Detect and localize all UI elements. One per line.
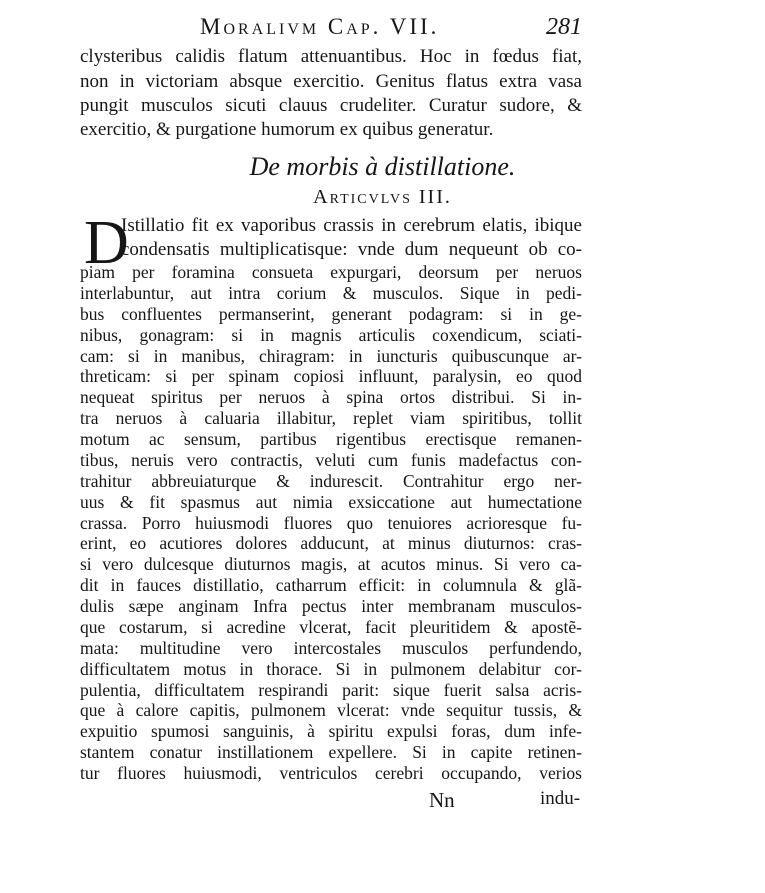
text-line: pungit musculos sicuti clauus crudeliter. Curatur sudore, & — [80, 95, 582, 116]
running-title: Moralivm Cap. VII. — [200, 14, 440, 39]
text-line: mata: multitudine vero intercostales musculos perfundendo, — [80, 638, 582, 658]
text-line: crassa. Porro huiusmodi fluores quo tenuiores acrioresque fu- — [80, 513, 582, 533]
text-line: tur fluores huiusmodi, ventriculos cerebri occupando, verios — [80, 763, 582, 783]
text-line: difficultatem motus in thorace. Si in pulmonem delabitur cor- — [80, 659, 582, 679]
text-line: tra neruos à caluaria illabitur, replet viam spiritibus, tollit — [80, 408, 582, 428]
text-line: non in victoriam absque exercitio. Genitus flatus extra vasa — [80, 71, 582, 92]
text-line: dulis sæpe anginam Infra pectus inter membranam musculos- — [80, 596, 582, 616]
text-line: si vero dulcesque diuturnos magis, at acutos minus. Si vero ca- — [80, 554, 582, 574]
text-line: expuitio spumosi sanguinis, à spiritu expulsi foras, dum infe- — [80, 721, 582, 741]
text-line: condensatis multiplicatisque: vnde dum nequeunt ob co- — [121, 239, 582, 260]
text-line: cam: si in manibus, chiragram: in iuncturis quibuscunque ar- — [80, 346, 582, 366]
text-line: pulentia, difficultatem respirandi parit: sique fuerit salsa acris- — [80, 680, 582, 700]
signature-mark: Nn — [429, 788, 455, 812]
text-line: piam per foramina consueta expurgari, deorsum per neruos — [80, 262, 582, 282]
article-heading: Articvlvs III. — [313, 186, 452, 208]
text-line: uus & fit spasmus aut nimia exsiccatione aut humectatione — [80, 492, 582, 512]
text-line: bus confluentes permanserint, generant podagram: si in ge- — [80, 304, 582, 324]
running-header — [80, 14, 582, 42]
text-line: que à calore capitis, pulmonem vlcerat: vnde sequitur tussis, & — [80, 700, 582, 720]
catchword: indu- — [540, 788, 581, 809]
text-line: erint, eo acutiores dolores adducunt, at minus diuturnos: cras- — [80, 533, 582, 553]
text-line: clysteribus calidis flatum attenuantibus. Hoc in fœdus fiat, — [80, 46, 582, 67]
text-line: Istillatio fit ex vaporibus crassis in cerebrum elatis, ibique — [121, 215, 582, 236]
text-line: interlabuntur, aut intra corium & musculos. Sique in pedi- — [80, 283, 582, 303]
text-line: nibus, gonagram: si in magnis articulis coxendicum, sciati- — [80, 325, 582, 345]
text-line: stantem conatur instillationem expellere. Si in capite retinen- — [80, 742, 582, 762]
page-number: 281 — [546, 14, 582, 40]
text-line: trahitur abbreuiaturque & indurescit. Contrahitur ergo ner- — [80, 471, 582, 491]
text-line: nequeat spiritus per neruos à spina ortos distribui. Si in- — [80, 387, 582, 407]
text-line: exercitio, & purgatione humorum ex quibus generatur. — [80, 119, 494, 140]
drop-cap: D — [84, 209, 129, 277]
text-line: threticam: si per spinam copiosi influunt, paralysin, eo quod — [80, 366, 582, 386]
text-line: que costarum, si acredine vlcerat, facit pleuritidem & apostẽ- — [80, 617, 582, 637]
section-title: De morbis à distillatione. — [249, 152, 516, 181]
text-line: dit in fauces distillatio, catharrum efficit: in columnula & glã- — [80, 575, 582, 595]
text-line: motum ac sensum, partibus rigentibus erectisque remanen- — [80, 429, 582, 449]
text-line: tibus, neruis vero contractis, veluti cum funis madefactus con- — [80, 450, 582, 470]
